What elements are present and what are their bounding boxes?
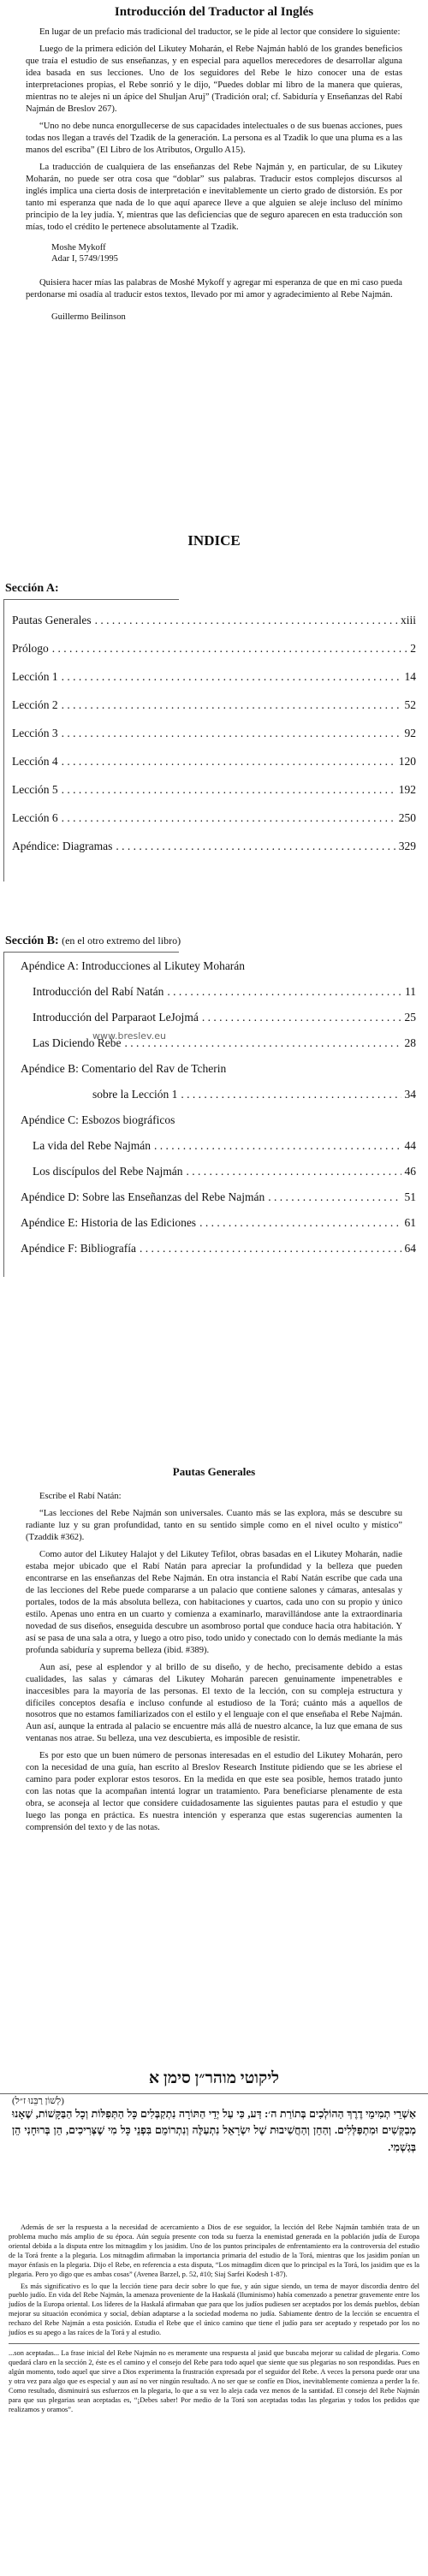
hebrew-lesson-title: ליקוטי מוהר״ן סימן א <box>148 2069 280 2087</box>
toc-item[interactable]: Lección 6 . . . 250 <box>12 804 416 832</box>
commentary-paragraph: Es más significativo es lo que la lección tiene para decir sobre lo que fue, y aún sigue siendo, un tema de mayor discordia dentro del pueblo judío. En vida del Rebe Najmán, la amenaza proveniente de la Haskalá (Iluminismo) había comenzado a penetrar gravemente entre los judíos de la Europa oriental. Los líderes de la Haskalá afirmaban que para que los judíos pudiesen ser aceptados por los demás pueblos, debían mejorar su situación económica y social, debían adaptarse a la sociedad moderna no judía. Sabiamente dentro de la lección se encuentra el rechazo del Rebe Najmán a esta posición. Estudia el Rebe que el único camino que tiene el judío para ser aceptado y respetado por los no judíos es su apego a las raíces de la Torá y al estudio. <box>9 2282 419 2337</box>
toc-section-b-heading: Sección B: (en el otro extremo del libro) <box>5 935 181 947</box>
website-watermark: www.breslev.eu <box>92 1030 166 1042</box>
translator-signature-name: Moshe Mykoff <box>51 242 106 252</box>
pautas-paragraph: “Las lecciones del Rebe Najmán son universales. Cuanto más se las explora, más se descubre su radiante luz y su gran profundidad, tanto en su sentido simple como en el nivel oculto y místico” (Tzaddik #362). <box>26 1508 402 1542</box>
hebrew-subtitle: (לְשׁוֹן רַבֵּנוּ ז״ל) <box>12 2096 64 2106</box>
toc-item[interactable]: Apéndice D: Sobre las Enseñanzas del Rebe Najmán . . . 51 <box>21 1184 416 1210</box>
toc-section-b-list <box>0 953 428 1261</box>
toc-section-a-heading: Sección A: <box>5 582 59 595</box>
toc-item[interactable]: Pautas Generales . . . xiii <box>12 606 416 634</box>
pautas-section <box>0 1465 428 1839</box>
hebrew-divider <box>0 2093 428 2094</box>
section-b-note: (en el otro extremo del libro) <box>62 935 181 947</box>
toc-item[interactable]: Apéndice F: Bibliografía . . . 64 <box>21 1236 416 1261</box>
pautas-paragraph: Es por esto que un buen número de personas interesadas en el estudio del Likutey Moharán, pero con la necesidad de una guía, han escrito al Breslov Research Institute pidiendo que se les abriese el camino para poder explorar estos tesoros. En la medida en que este sea posible, hemos tratado junto con las notas que la acompañan intentá lograr un tratamiento. Para beneficiarse plenamente de esta obra, se aconseja al lector que considere cuidadosamente las siguientes pautas para el estudio y que luego las ponga en práctica. Es nuestra intención y esperanza que estas sugerencias aumenten la comprensión del texto y de las notas. <box>26 1751 402 1833</box>
pautas-paragraph: Aun así, pese al esplendor y al brillo de su diseño, y de hecho, precisamente debido a estas cualidades, las salas y cámaras del Likutey Moharán parecen genuinamente impenetrables e inaccesibles para la mayoría de las personas. El texto de la lección, con su compleja estructura y difíciles conceptos desafía e incluso confunde al estudioso de la Torá; cuánto más a aquellos de nosotros que no estamos familiarizados con el estilo y el lenguaje con el que enseñaba el Rebe Najmán. Aun así, aunque la entrada al palacio se encuentre más allá de nuestro alcance, la luz que emana de sus ventanas nos atrae. Su belleza, una vez descubierta, es imposible de resistir. <box>26 1662 402 1744</box>
hebrew-lesson-header <box>0 2069 428 2156</box>
pautas-paragraph: Escribe el Rabí Natán: <box>39 1492 122 1501</box>
toc-section-a-list <box>0 606 428 860</box>
toc-item[interactable]: Prólogo . . . 2 <box>12 634 416 662</box>
toc-item[interactable]: Introducción del Rabí Natán . . . 11 <box>21 979 416 1005</box>
intro-paragraph: Luego de la primera edición del Likutey Moharán, el Rebe Najmán habló de los grandes beneficios que traía el estudio de sus enseñanzas, y en especial para aquellos merecedores de desarrollar alguna idea basada en sus lecciones. Uno de los seguidores del Rebe le hizo conocer una de estas interpretaciones propias, el Rebe sonrió y le dijo, “Puedes doblar mi libro de la manera que quieras, mientras no te alejes ni un ápice del Shuljan Aruj” (Tradición oral; cf. Sabiduría y Enseñanzas del Rabí Najmán de Breslov 267). <box>26 44 402 114</box>
intro-paragraph-2: Quisiera hacer mías las palabras de Moshé Mykoff y agregar mi esperanza de que en mi caso pueda perdonarse mi osadía al traducir estos textos, llevado por mi amor y agradecimiento al Rebe Najmán. <box>26 278 402 300</box>
toc-item[interactable]: sobre la Lección 1 . . . 34 <box>21 1082 416 1107</box>
commentary-divider <box>9 2343 419 2344</box>
intro-paragraph: En lugar de un prefacio más tradicional del traductor, se le pide al lector que considere lo siguiente: <box>39 27 401 37</box>
toc-item[interactable]: Las Diciendo Rebe . . . 28 <box>21 1030 416 1056</box>
toc-item[interactable]: Lección 1 . . . 14 <box>12 662 416 691</box>
toc-item[interactable]: Los discípulos del Rebe Najmán . . . 46 <box>21 1159 416 1184</box>
toc-item-appendix-b[interactable]: Apéndice B: Comentario del Rav de Tcherin <box>21 1062 227 1075</box>
commentary-section <box>0 2223 428 2418</box>
toc-item[interactable]: Lección 4 . . . 120 <box>12 747 416 775</box>
toc-item-appendix-c[interactable]: Apéndice C: Esbozos biográficos <box>21 1113 175 1126</box>
hebrew-lesson-text: אַשְׁרֵי תְמִימֵי דֶרֶךְ הַהוֹלְכִים בְּתוֹרַת ה׳: דַּע, כִּי עַל יְדֵי הַתּוֹרָה נִתְקַבְּלִים כָּל הַתְּפִלּוֹת וְכָל הַבַּקָּשׁוֹת, שֶׁאָנוּ מְבַקְּשִׁים וּמִתְפַּלְּלִים. וְהַחֵן וְהַחֲשִׁיבוּת שֶׁל יִשְׂרָאֵל נִתְעַלֶּה וְנִתְרוֹמֵם בִּפְנֵי כָּל מִי שֶׁצְּרִיכִים, הֵן בְּרוּחָנִי הֵן בְּגַשְׁמִי. <box>12 2108 416 2153</box>
toc-item[interactable]: La vida del Rebe Najmán . . . 44 <box>21 1133 416 1159</box>
pautas-paragraph: Como autor del Likutey Halajot y del Likutey Tefilot, obras basadas en el Likutey Moharán, nadie estaba mejor ubicado que el Rabí Natán para apreciar la profundidad y la belleza que pueden encontrarse en las enseñanzas del Rebe Najmán. En otra instancia el Rabí Natán escribe que cada una de las lecciones del Rebe puede compararse a un palacio que contiene salones y cámaras, antesalas y portales, todos de la más absoluta belleza, con habitaciones y cuartos, cada uno con su propio y único estilo. Apenas uno entra en un cuarto y comienza a examinarlo, maravillándose ante la extraordinaria novedad de sus diseños, enseguida descubre un asombroso portal que conduce hacia otra habitación. Y así se pasa de una sala a otra, y luego a otro piso, todo unido y conectado con lo demás mediante la más profunda sabiduría y suprema belleza (ibid. #389). <box>26 1549 402 1655</box>
translator-signature-date: Adar I, 5749/1995 <box>51 254 118 264</box>
toc-item[interactable]: Apéndice E: Historia de las Ediciones . . . 61 <box>21 1210 416 1236</box>
toc-item[interactable]: Introducción del Parparaot LeJojmá . . . 25 <box>21 1005 416 1030</box>
section-a-underline <box>3 599 179 600</box>
toc-title: INDICE <box>187 532 241 549</box>
toc-item-appendix-a[interactable]: Apéndice A: Introducciones al Likutey Moharán <box>21 959 246 972</box>
intro-paragraph: La traducción de cualquiera de las enseñanzas del Rebe Najmán y, en particular, de su Likutey Moharán, no puede ser otra cosa que “doblar” sus palabras. Traducir estos complejos discursos al inglés implica una cierta dosis de interpretación e inevitablemente un cierto grado de distorsión. Es por tanto mi esperanza que nada de lo que aquí aparece lleve a que alguien se aleje incluso del mínimo principio de la ley judía. Y, mientras que las deficiencias que de seguro aparecen en esta traducción son mías, todo el crédito le pertenece absolutamente al Tzadik. <box>26 162 402 232</box>
pautas-title: Pautas Generales <box>172 1465 256 1478</box>
toc-item[interactable]: Lección 3 . . . 92 <box>12 719 416 747</box>
section-b-underline <box>3 952 179 953</box>
spanish-translator-signature: Guillermo Beilinson <box>51 312 126 323</box>
intro-paragraph: “Uno no debe nunca enorgullecerse de sus capacidades intelectuales o de sus buenas acciones, pues todas nos llegan a través del Tzadik de la generación. La persona es al Tzadik lo que una pluma es a las manos del escriba” (El Libro de los Atributos, Orgullo A15). <box>26 121 402 155</box>
toc-item[interactable]: Apéndice: Diagramas . . . 329 <box>12 832 416 860</box>
commentary-paragraph: ...son aceptadas... La frase inicial del Rebe Najmán no es meramente una respuesta al jasid que buscaba mejorar su calidad de plegaria. Como quedará claro en la sección 2, éste es el camino y el consejo del Rebe para todo aquel que siente que sus plegarias no son respondidas. Pues en algún momento, todo aquel que sirve a Dios experimenta la frustración expresada por el seguidor del Rebe. A veces la persona puede orar una y otra vez para algo que es especial y aun así no ver ningún resultado. A no ser que se confíe en Dios, inevitablemente comienza a perder la fe. Como resultado, disminuirá sus esfuerzos en la plegaria, lo que a su vez lo aleja cada vez menos de la santidad. El consejo del Rebe Najmán para que sus plegarias sean aceptadas es, “¡Debes saber! Por medio de la Torá son aceptadas todas las plegarias y todos los pedidos que realizamos y oramos”. <box>9 2349 419 2413</box>
toc-item[interactable]: Lección 2 . . . 52 <box>12 691 416 719</box>
toc-item[interactable]: Lección 5 . . . 192 <box>12 775 416 804</box>
intro-title: Introducción del Traductor al Inglés <box>114 5 314 19</box>
intro-section <box>0 5 428 323</box>
commentary-paragraph: Además de ser la respuesta a la necesidad de acercamiento a Dios de ese seguidor, la lección del Rebe Najmán también trata de un problema mucho más amplio de su época. Aún seguía presente con toda su fuerza la enemistad generada en la población judía de Europa oriental debida a la disputa entre los mitnagdim y los jasidim. Uno de los puntos principales de enfrentamiento era la controversia del estudio de la Torá frente a la plegaria. Los mitnagdim afirmaban la importancia primaria del estudio de la Torá, mientras que los jasidim ponían un mayor énfasis en la plegaria. Dijo el Rebe, en referencia a esta disputa, “Los mitnagdim dicen que lo principal es la Torá, los jasidim que es la plegaria. Pero yo digo que es ambas cosas” (Avenea Barzel, p. 52, #10; Siaj Sarfei Kodesh 1-87). <box>9 2223 419 2278</box>
